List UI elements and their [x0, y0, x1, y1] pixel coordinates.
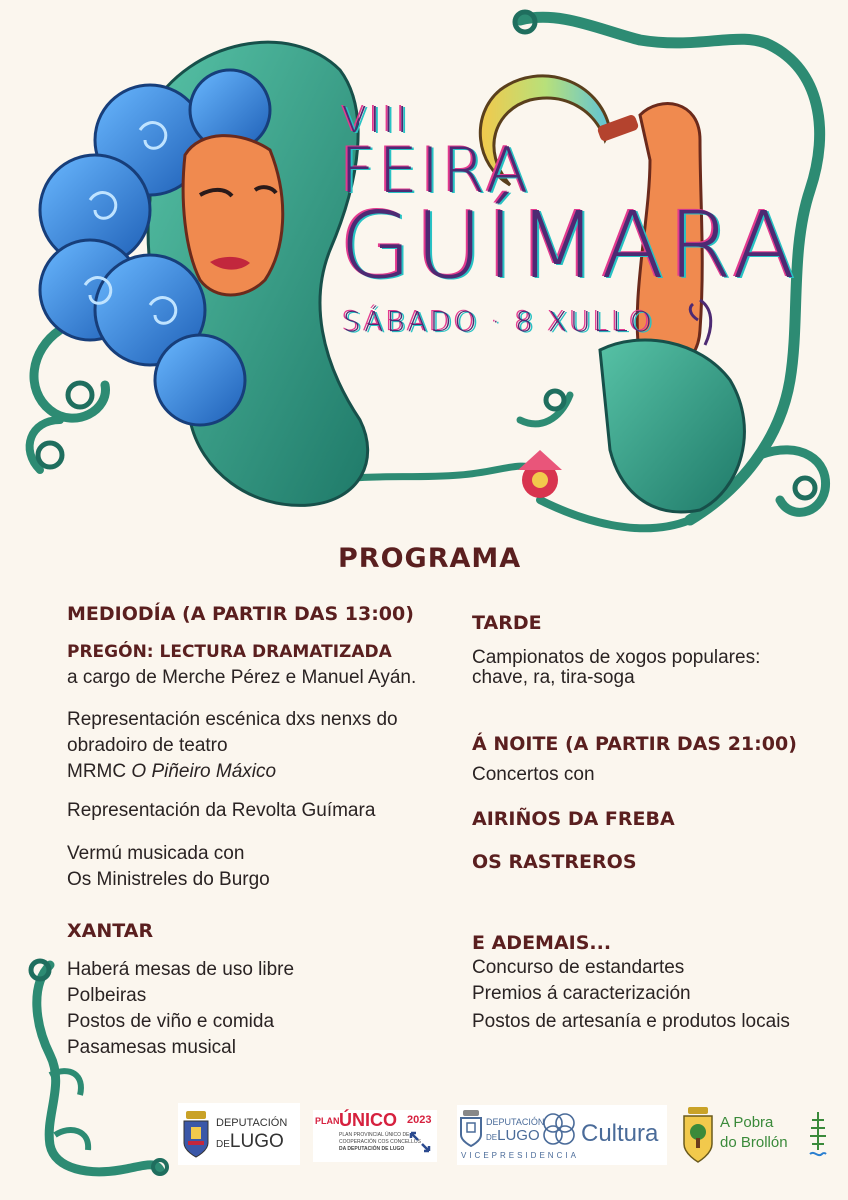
revolta-representation: Representación da Revolta Guímara: [67, 800, 376, 821]
tarde-line-2: chave, ra, tira-soga: [472, 667, 635, 688]
deputacion-label: DEPUTACIÓN: [216, 1117, 288, 1129]
pregon-text: a cargo de Merche Pérez e Manuel Ayán.: [67, 667, 417, 688]
plan-subtitle-2: COOPERACIÓN COS CONCELLOS: [339, 1139, 421, 1145]
flower-ornament: [518, 450, 562, 498]
arm-sleeve: [600, 340, 744, 512]
plan-prefix: PLAN: [315, 1116, 340, 1126]
logo-pobra-brollon: [680, 1104, 830, 1164]
representation-line-3: [67, 759, 276, 785]
pobra-line-2: do Brollón: [720, 1134, 788, 1151]
logo-deputacion-cultura: [457, 1105, 667, 1165]
pobra-line-1: A Pobra: [720, 1114, 774, 1131]
representation-line-2: obradoiro de teatro: [67, 735, 228, 756]
logo-deputacion-lugo: [178, 1103, 300, 1165]
pregon-heading: PREGÓN: LECTURA DRAMATIZADA: [67, 642, 392, 662]
vicepresidencia-label: VICEPRESIDENCIA: [461, 1151, 579, 1160]
xantar-item: Haberá mesas de uso libre: [67, 959, 295, 980]
fair-label: FEIRA: [340, 134, 532, 207]
tree-icon: [808, 1110, 828, 1158]
band-airinos: AIRIÑOS DA FREBA: [472, 808, 675, 830]
coat-of-arms-icon: [182, 1109, 210, 1159]
arrows-icon: [408, 1130, 432, 1154]
theatre-group: MRMC: [67, 761, 132, 782]
coat-of-arms-icon: [460, 1109, 482, 1147]
band-rastreros: OS RASTREROS: [472, 851, 637, 873]
corner-vine-ornament: [10, 955, 170, 1185]
noite-text: Concertos con: [472, 764, 595, 785]
fair-name: GUÍMARA: [340, 192, 800, 299]
ademais-item: Postos de artesanía e produtos locais: [472, 1011, 790, 1032]
ademais-item: Concurso de estandartes: [472, 957, 685, 978]
representation-line-1: Representación escénica dxs nenxs do: [67, 709, 398, 730]
cultura-lugo-label: DELUGO: [486, 1127, 540, 1144]
xantar-item: Polbeiras: [67, 985, 147, 1006]
tarde-line-1: Campionatos de xogos populares:: [472, 647, 761, 668]
edition-number: VIII: [342, 100, 411, 141]
cultura-circles-icon: [541, 1111, 577, 1147]
cultura-deputacion-label: DEPUTACIÓN: [486, 1117, 545, 1127]
plan-subtitle-1: PLAN PROVINCIAL ÚNICO DE: [339, 1132, 410, 1138]
face: [183, 136, 283, 295]
play-title: O Piñeiro Máxico: [131, 761, 277, 782]
plan-subtitle-3: DA DEPUTACIÓN DE LUGO: [339, 1146, 405, 1152]
midday-heading: MEDIODÍA (A PARTIR DAS 13:00): [67, 603, 414, 625]
de-lugo-label: DELUGO: [216, 1131, 284, 1152]
tarde-heading: TARDE: [472, 612, 542, 634]
ademais-heading: E ADEMAIS...: [472, 932, 612, 954]
vermu-line-2: Os Ministreles do Burgo: [67, 869, 270, 890]
xantar-item: Pasamesas musical: [67, 1037, 236, 1058]
vermu-line-1: Vermú musicada con: [67, 843, 245, 864]
fair-date: SÁBADO · 8 XULLO: [343, 305, 655, 338]
plan-year: 2023: [407, 1114, 432, 1126]
xantar-heading: XANTAR: [67, 920, 154, 942]
logo-plan-unico: [313, 1110, 437, 1162]
noite-heading: Á NOITE (A PARTIR DAS 21:00): [472, 733, 797, 755]
xantar-item: Postos de viño e comida: [67, 1011, 275, 1032]
municipal-shield-icon: [682, 1106, 714, 1164]
cultura-label: Cultura: [581, 1120, 659, 1147]
plan-name: ÚNICO: [339, 1110, 397, 1130]
ademais-item: Premios á caracterización: [472, 983, 691, 1004]
program-title: PROGRAMA: [338, 543, 522, 574]
